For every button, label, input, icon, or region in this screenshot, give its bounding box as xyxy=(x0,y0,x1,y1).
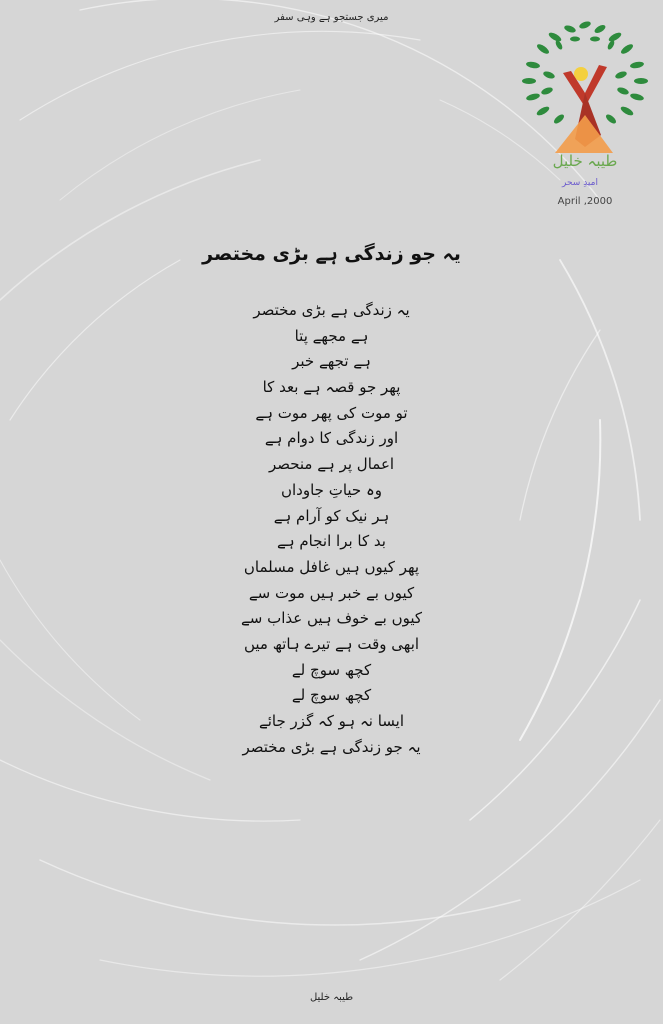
footer-author: طیبہ خلیل xyxy=(309,992,354,1003)
poem-line: کچھ سوچ لے xyxy=(291,686,372,705)
poem-line: پھر جو قصہ ہے بعد کا xyxy=(262,378,401,397)
poem-line: وہ حیاتِ جاوداں xyxy=(280,480,382,499)
poem-line: ابھی وقت ہے تیرے ہاتھ میں xyxy=(243,634,420,653)
brand-tagline: امیدِ سحر xyxy=(562,178,598,188)
poem-line: اعمال پر ہے منحصر xyxy=(268,455,395,474)
poem-line: کیوں بے خبر ہیں موت سے xyxy=(248,583,415,602)
tree-person-logo xyxy=(515,15,655,165)
brand-name: طیبہ خلیل xyxy=(552,152,618,170)
poem-title: یہ جو زندگی ہے بڑی مختصر xyxy=(202,243,461,265)
poem-line: یہ زندگی ہے بڑی مختصر xyxy=(253,301,410,319)
brand-date: April ,2000 xyxy=(557,196,613,207)
poem-line: یہ جو زندگی ہے بڑی مختصر xyxy=(242,737,421,756)
poem-body xyxy=(0,298,663,760)
poem-line: اور زندگی کا دوام ہے xyxy=(264,429,399,448)
poem-line: تو موت کی پھر موت ہے xyxy=(255,403,408,422)
poem-line: کیوں بے خوف ہیں عذاب سے xyxy=(240,609,422,628)
header-tagline: میری جستجو ہے وہی سفر xyxy=(274,12,389,23)
poem-line: ہے مجھے پتا xyxy=(294,326,369,345)
poem-line: کچھ سوچ لے xyxy=(291,660,372,679)
poem-line: بد کا برا انجام ہے xyxy=(277,532,386,551)
poem-line: ہے تجھے خبر xyxy=(292,352,371,371)
poem-line: ہر نیک کو آرام ہے xyxy=(273,506,390,525)
poem-line: ایسا نہ ہو کہ گزر جائے xyxy=(258,712,405,730)
poem-line: پھر کیوں ہیں غافل مسلماں xyxy=(243,557,420,576)
